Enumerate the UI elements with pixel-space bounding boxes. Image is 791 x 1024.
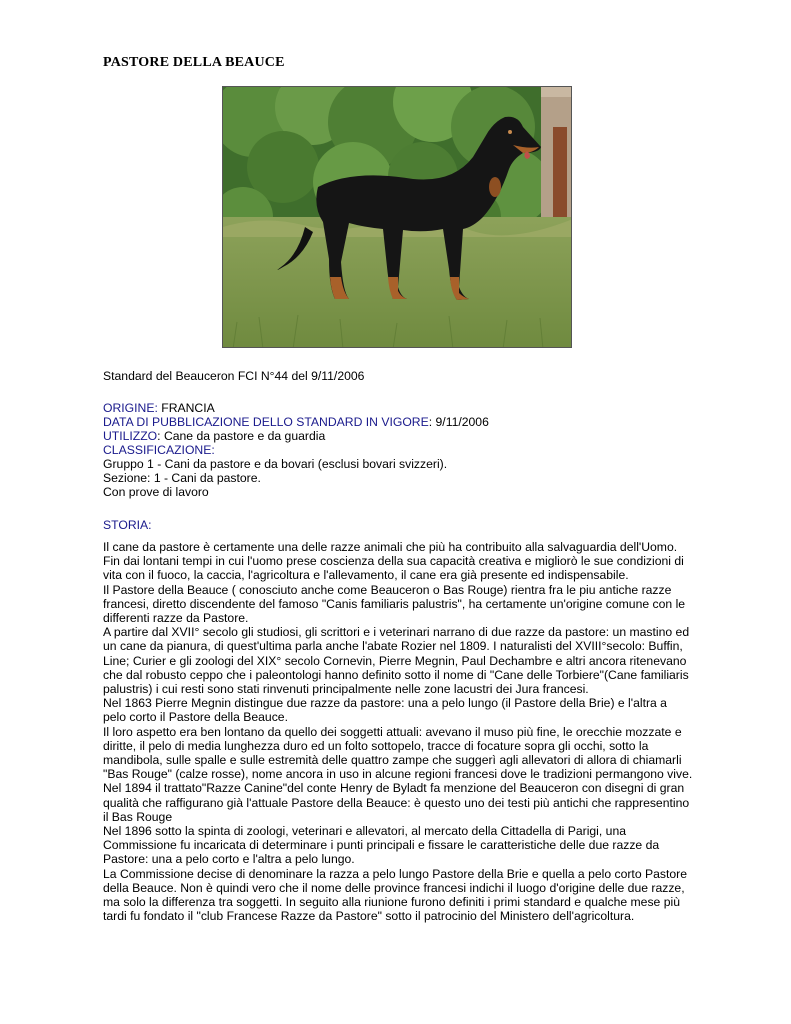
field-separator: : <box>211 443 215 457</box>
field-classificazione <box>103 443 215 457</box>
classification-line: Sezione: 1 - Cani da pastore. <box>103 471 261 485</box>
field-value: 9/11/2006 <box>435 415 489 429</box>
standard-reference: Standard del Beauceron FCI N°44 del 9/11/2006 <box>103 369 365 383</box>
history-paragraph: A partire dal XVII° secolo gli studiosi, gli scrittori e i veterinari narrano di due razze da pastore: un mastino ed un cane da pianura, di quest'ultima parla anche l'abate Rozier nel 1809. I naturalisti del XVIII°secolo: Buffin, Line; Curier e gli zoologi del XIX° secolo Cornevin, Pierre Megnin, Paul Dechambre e altri ancora ritenevano che dal robusto ceppo che i paleontologi hanno definito sotto il nome di "Cane delle Torbiere"(Cane familiaris palustris) i cui resti sono stati rinvenuti principalmente nelle zone lacustri dei Jura francesi. <box>103 625 690 697</box>
field-label: DATA DI PUBBLICAZIONE DELLO STANDARD IN VIGORE <box>103 415 429 429</box>
history-paragraph: Nel 1894 il trattato"Razze Canine"del conte Henry de Byladt fa menzione del Beauceron con disegni di gran qualità che raffigurano già l'attuale Pastore della Beauce: è questo uno dei testi più antichi che rappresentino il Bas Rouge <box>103 781 690 824</box>
history-paragraph: Il Pastore della Beauce ( conosciuto anche come Beauceron o Bas Rouge) rientra fra le piu antiche razze francesi, diretto discendente del famoso "Canis familiaris palustris", ha certamente un'origine comune con le differenti razze da Pastore. <box>103 582 686 626</box>
beauceron-dog-photo <box>222 86 572 348</box>
field-origine <box>103 401 215 415</box>
field-value: Cane da pastore e da guardia <box>163 429 326 443</box>
storia-heading: STORIA: <box>103 518 152 532</box>
history-paragraph: Nel 1863 Pierre Megnin distingue due razze da pastore: una a pelo lungo (il Pastore della Brie) e l'altra a pelo corto il Pastore della Beauce. <box>103 696 667 725</box>
field-utilizzo <box>103 429 325 443</box>
field-label: UTILIZZO <box>103 429 158 443</box>
history-paragraph: Nel 1896 sotto la spinta di zoologi, veterinari e allevatori, al mercato della Cittadella di Parigi, una Commissione fu incaricata di determinare i punti principali e fissare le caratteristiche delle due razze da Pastore: una a pelo corto e l'altra a pelo lungo. <box>103 824 660 867</box>
field-separator: : <box>154 401 162 415</box>
field-data-pubblicazione <box>103 415 489 429</box>
dog-photo-illustration <box>223 87 572 348</box>
classification-line: Gruppo 1 - Cani da pastore e da bovari (esclusi bovari svizzeri). <box>103 457 448 471</box>
history-paragraph: La Commissione decise di denominare la razza a pelo lungo Pastore della Brie e quella a pelo corto Pastore della Beauce. Non è quindi vero che il nome delle province francesi indichi il luogo d'origine delle due razze, ma solo la differenza tra soggetti. In seguito alla riunione furono definiti i primi standard e qualche mese più tardi fu fondato il "club Francese Razze da Pastore" sotto il patrocinio del Ministero dell'agricoltura. <box>103 866 687 924</box>
field-label: ORIGINE <box>103 401 155 415</box>
document-title: PASTORE DELLA BEAUCE <box>103 55 285 70</box>
field-separator: : <box>157 429 164 443</box>
field-separator: : <box>428 415 436 429</box>
history-paragraph: Il loro aspetto era ben lontano da quello dei soggetti attuali: avevano il muso più fine, le orecchie mozzate e diritte, il pelo di media lunghezza duro ed un folto sottopelo, tracce di focature sopra gli occhi, sotto la mandibola, sulle spalle e sulle estremità delle quattro zampe che suggerì agli allevatori di allora di chiamarli "Bas Rouge" (calze rosse), nome ancora in uso in alcune regioni francesi dove le tradizioni permangono vive. <box>103 724 693 782</box>
field-label: CLASSIFICAZIONE <box>103 443 212 457</box>
storia-text <box>103 540 693 923</box>
field-value: FRANCIA <box>161 401 215 415</box>
history-paragraph: Il cane da pastore è certamente una delle razze animali che più ha contribuito alla salvaguardia dell'Uomo. Fin dai lontani tempi in cui l'uomo prese coscienza della sua capacità creativa e migliorò le sue condizioni di vita con il fuoco, la caccia, l'agricoltura e l'allevamento, il cane era già presente ed indispensabile. <box>103 540 684 583</box>
classification-line: Con prove di lavoro <box>103 485 209 499</box>
